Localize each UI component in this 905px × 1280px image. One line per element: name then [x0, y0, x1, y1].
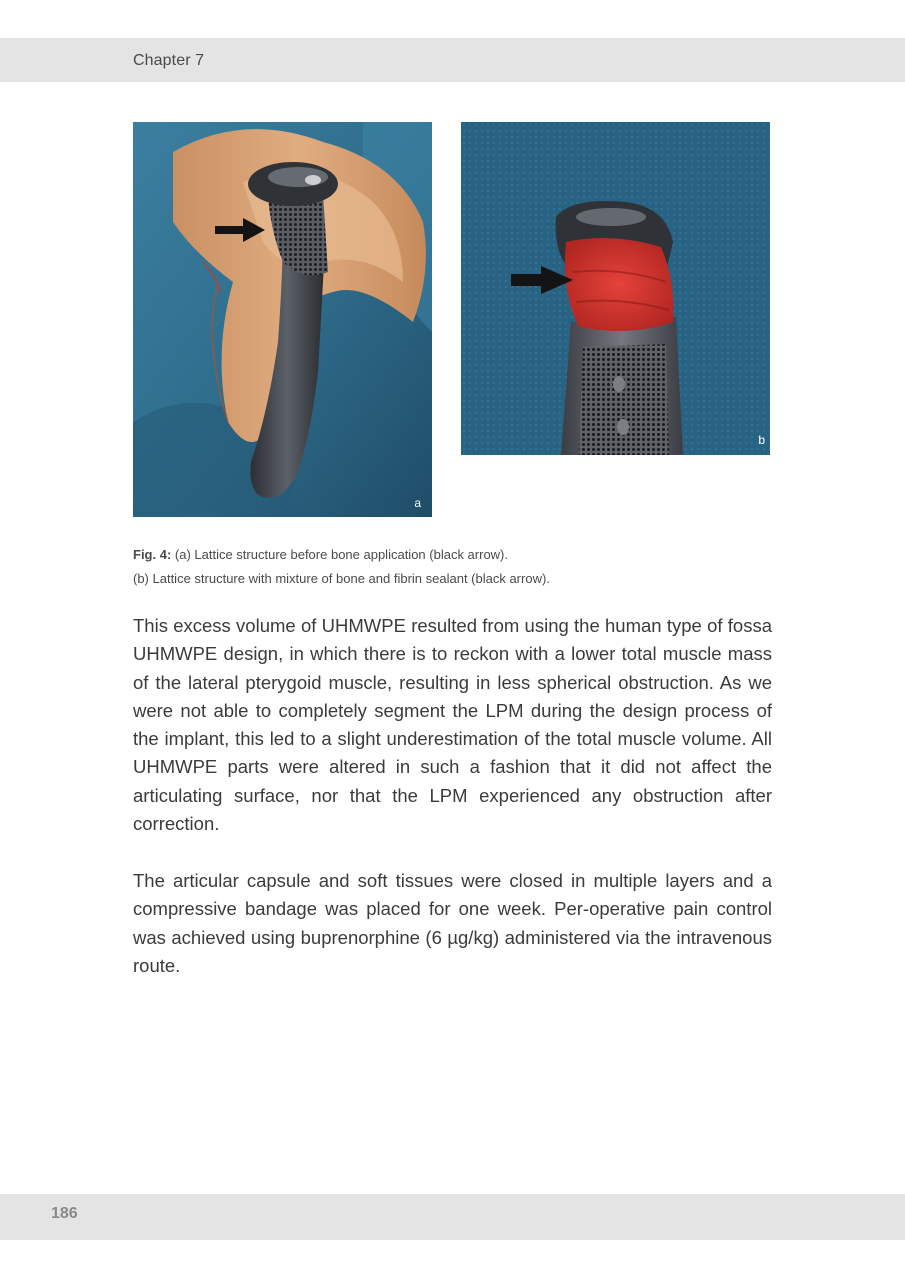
figure-photo-a: [133, 122, 432, 517]
implant-before-bone-photo: [133, 122, 432, 517]
body-paragraph-1: This excess volume of UHMWPE resulted from using the human type of fossa UHMWPE design, in which there is to reckon with a lower total muscle mass of the lateral pterygoid muscle, resulting in less spherical obstruction. As we were not able to completely segment the LPM during the design process of the implant, this led to a slight underestimation of the total muscle volume. All UHMWPE parts were altered in such a fashion that it did not affect the articulating surface, nor that the LPM experienced any obstruction after correction.: [133, 615, 772, 835]
panel-label-a: a: [414, 496, 421, 510]
figure-photo-b: [461, 122, 770, 455]
panel-label-b: b: [758, 433, 765, 447]
caption-line-2: (b) Lattice structure with mixture of bone and fibrin sealant (black arrow).: [133, 571, 550, 586]
figure-label: Fig. 4:: [133, 547, 172, 562]
caption-line-1: [133, 543, 773, 567]
implant-with-bone-photo: [461, 122, 770, 455]
caption-text-a: (a) Lattice structure before bone application (black arrow).: [171, 547, 508, 562]
page-number: 186: [51, 1205, 78, 1222]
footer-band: [0, 1194, 905, 1240]
body-paragraph-2: The articular capsule and soft tissues were closed in multiple layers and a compressive bandage was placed for one week. Per-operative pain control was achieved using buprenorphine (6 µg/kg) administered via the intravenous route.: [133, 870, 772, 976]
chapter-label: Chapter 7: [133, 52, 205, 69]
figure-caption: [133, 543, 773, 591]
